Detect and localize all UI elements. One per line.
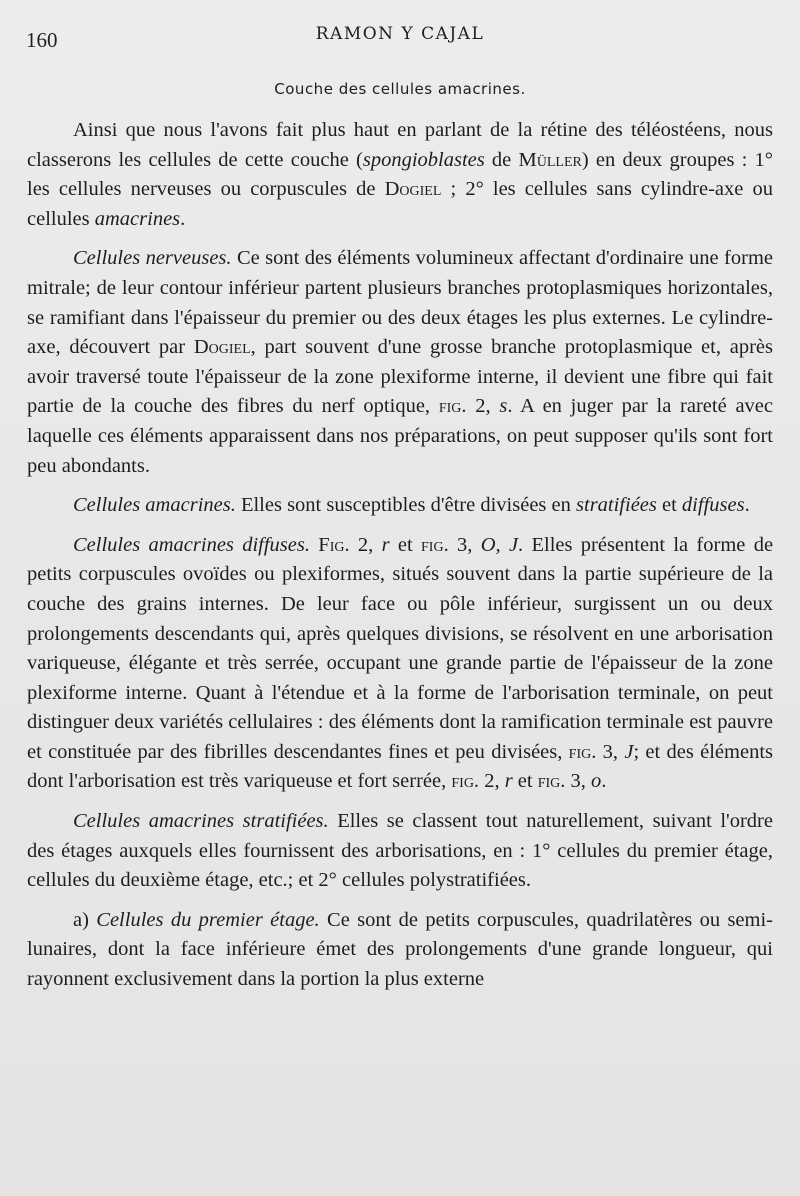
paragraph-heading: Cellules du premier étage.: [96, 908, 320, 931]
figure-ref: fig.: [568, 740, 597, 763]
paragraph-amacrines-diffuses: Cellules amacrines diffuses. Fig. 2, r et fig. 3, O, J. Elles présentent la forme de petits corpuscules ovoïdes ou plexiformes, situés souvent dans la partie supérieure de la couche des grains internes. De leur face ou pôle inférieur, surgissent un ou deux prolongements descendants qui, après quelques divisions, se résolvent en une arborisation variqueuse, élégante et très serrée, occupant une grande partie de l'épaisseur de la zone plexiforme interne. Quant à l'étendue et à la forme de l'arborisation terminale, on peut distinguer deux variétés cellulaires : des éléments dont la ramification terminale est pauvre et constituée par des fibrilles descendantes fines et peu divisées, fig. 3, J; et des éléments dont l'arborisation est très variqueuse et fort serrée, fig. 2, r et fig. 3, o.: [27, 533, 774, 793]
figure-ref: fig.: [537, 770, 566, 793]
running-head: RAMON Y CAJAL: [315, 24, 485, 44]
section-title: Couche des cellules amacrines.: [274, 80, 526, 98]
paragraph-cellules-nerveuses: Cellules nerveuses. Ce sont des éléments volumineux affectant d'ordinaire une forme mitrale; de leur contour inférieur partent plusieurs branches protoplasmiques horizontales, se ramifiant dans l'épaisseur du premier ou des deux étages les plus externes. Le cylindre-axe, découvert par Dogiel, part souvent d'une grosse branche protoplasmique et, après avoir traversé toute l'épaisseur de la zone plexiforme interne, il devient une fibre qui fait partie de la couche des fibres du nerf optique, fig. 2, s. A en juger par la rareté avec laquelle ces éléments apparaissent dans nos préparations, on peut supposer qu'ils sont fort peu abondants.: [27, 247, 774, 477]
paragraph-amacrines-stratifiees: Cellules amacrines stratifiées. Elles se classent tout naturellement, suivant l'ordre des étages auxquels elles fournissent des arborisations, en : 1° cellules du premier étage, cellules du deuxième étage, etc.; et 2° cellules polystratifiées.: [27, 810, 773, 892]
author-name: Müller: [518, 148, 582, 171]
figure-ref: fig.: [451, 770, 480, 793]
paragraph-heading: Cellules amacrines diffuses.: [73, 533, 310, 556]
paragraph-heading: Cellules amacrines.: [73, 494, 236, 517]
paragraph-heading: Cellules amacrines stratifiées.: [73, 810, 329, 833]
paragraph-intro: Ainsi que nous l'avons fait plus haut en parlant de la rétine des téléostéens, nous classerons les cellules de cette couche (spongioblastes de Müller) en deux groupes : 1° les cellules nerveuses ou corpuscules de Dogiel ; 2° les cellules sans cylindre-axe ou cellules amacrines.: [27, 119, 773, 230]
page-header: [0, 22, 800, 52]
figure-ref: fig.: [438, 395, 467, 418]
figure-ref: Fig.: [318, 533, 350, 556]
paragraph-heading: Cellules nerveuses.: [73, 247, 232, 270]
paragraph-cellules-amacrines: Cellules amacrines. Elles sont susceptibles d'être divisées en stratifiées et diffuses.: [73, 494, 750, 517]
body-text: [27, 116, 773, 995]
paragraph-premier-etage: a) Cellules du premier étage. Ce sont de petits corpuscules, quadrilatères ou semi-lunaires, dont la face inférieure émet des prolongements d'une grande longueur, qui rayonnent exclusivement dans la portion la plus externe: [27, 908, 773, 991]
author-name: Dogiel: [384, 178, 442, 201]
author-name: Dogiel: [193, 336, 251, 359]
page-number: 160: [26, 28, 58, 52]
figure-ref: fig.: [421, 533, 449, 556]
